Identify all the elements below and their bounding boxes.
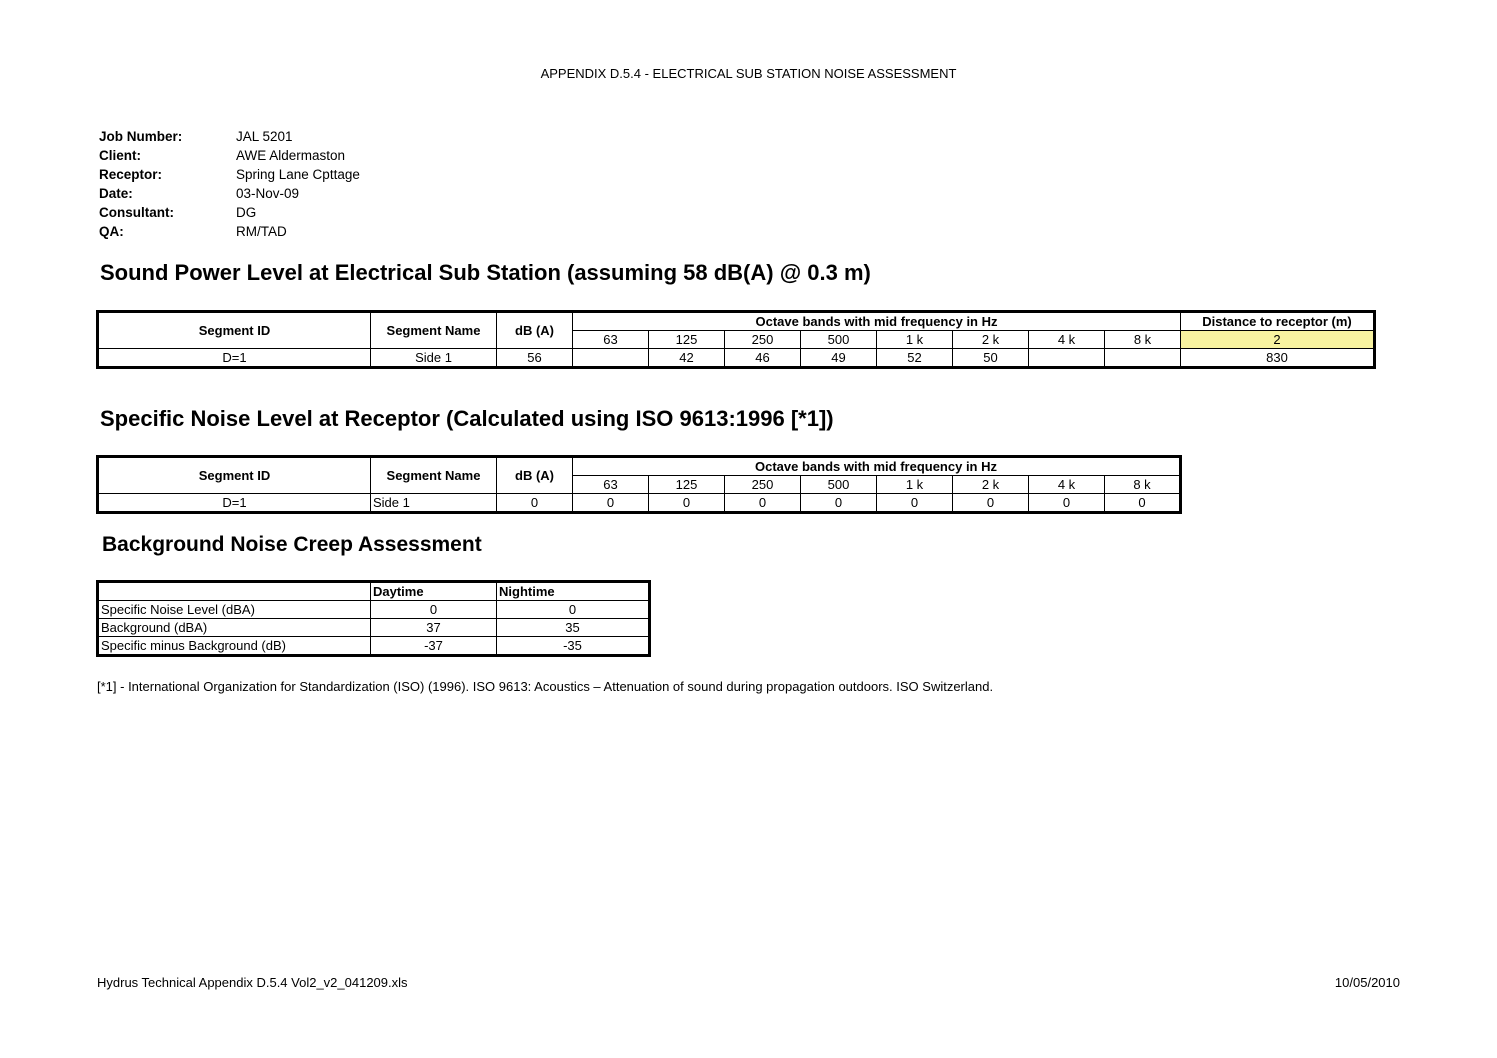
header-segment-id: Segment ID: [98, 312, 371, 349]
cell-band-value: 42: [649, 349, 725, 368]
cell-band-value: 0: [801, 494, 877, 513]
distance-input-cell[interactable]: 2: [1181, 331, 1375, 349]
band-header: 63: [573, 476, 649, 494]
cell-night: 35: [497, 619, 650, 637]
row-label: Specific Noise Level (dBA): [98, 601, 371, 619]
meta-label: QA:: [99, 224, 124, 239]
header-dba: dB (A): [497, 312, 573, 349]
meta-row-receptor: [99, 167, 360, 186]
cell-band-value: 0: [725, 494, 801, 513]
band-header: 4 k: [1029, 331, 1105, 349]
band-header: 250: [725, 331, 801, 349]
section1-heading: Sound Power Level at Electrical Sub Station (assuming 58 dB(A) @ 0.3 m): [100, 260, 871, 285]
header-segment-name: Segment Name: [371, 312, 497, 349]
cell-band-value: 46: [725, 349, 801, 368]
table-row: [98, 601, 650, 619]
meta-label: Date:: [99, 186, 133, 201]
cell-band-value: 52: [877, 349, 953, 368]
header-empty: [98, 582, 371, 601]
meta-value: 03-Nov-09: [236, 186, 300, 201]
meta-value: DG: [236, 205, 257, 220]
cell-night: 0: [497, 601, 650, 619]
cell-dba: 0: [497, 494, 573, 513]
table-row: [98, 619, 650, 637]
meta-value: Spring Lane Cpttage: [236, 167, 360, 182]
cell-band-value: [573, 349, 649, 368]
meta-row-date: [99, 186, 360, 205]
header-segment-id: Segment ID: [98, 457, 371, 494]
cell-band-value: 50: [953, 349, 1029, 368]
meta-label: Job Number:: [99, 129, 183, 144]
section3-heading: Background Noise Creep Assessment: [102, 533, 482, 556]
cell-band-value: 49: [801, 349, 877, 368]
meta-value: RM/TAD: [236, 224, 287, 239]
meta-row-qa: [99, 224, 360, 243]
band-header: 8 k: [1105, 331, 1181, 349]
cell-band-value: 0: [573, 494, 649, 513]
band-header: 8 k: [1105, 476, 1181, 494]
row-label: Background (dBA): [98, 619, 371, 637]
band-header: 250: [725, 476, 801, 494]
cell-day: -37: [371, 637, 497, 656]
cell-band-value: [1029, 349, 1105, 368]
band-header: 1 k: [877, 331, 953, 349]
cell-segment-name: Side 1: [371, 494, 497, 513]
cell-segment-name: Side 1: [371, 349, 497, 368]
cell-band-value: 0: [1029, 494, 1105, 513]
table-row: [98, 637, 650, 656]
cell-band-value: 0: [877, 494, 953, 513]
band-header: 125: [649, 331, 725, 349]
meta-label: Receptor:: [99, 167, 163, 182]
header-dba: dB (A): [497, 457, 573, 494]
meta-row-client: [99, 148, 360, 167]
meta-label: Client:: [99, 148, 141, 163]
meta-value: AWE Aldermaston: [236, 148, 346, 163]
footnote: [*1] - International Organization for Standardization (ISO) (1996). ISO 9613: Acoustics – Attenuation of sound during propagation outdoors. ISO Switzerland.: [97, 679, 994, 694]
cell-dba: 56: [497, 349, 573, 368]
background-creep-table: [96, 580, 651, 657]
header-octave-bands: Octave bands with mid frequency in Hz: [573, 312, 1181, 331]
page-title: APPENDIX D.5.4 - ELECTRICAL SUB STATION NOISE ASSESSMENT: [540, 66, 957, 81]
specific-noise-table: [96, 455, 1182, 514]
row-label: Specific minus Background (dB): [98, 637, 371, 656]
header-nightime: Nightime: [497, 582, 650, 601]
meta-row-job-number: [99, 129, 360, 148]
cell-band-value: 0: [1105, 494, 1181, 513]
footer-filename: Hydrus Technical Appendix D.5.4 Vol2_v2_041209.xls: [97, 975, 408, 990]
cell-distance: 830: [1181, 349, 1375, 368]
cell-day: 37: [371, 619, 497, 637]
header-segment-name: Segment Name: [371, 457, 497, 494]
band-header: 2 k: [953, 476, 1029, 494]
band-header: 500: [801, 476, 877, 494]
cell-band-value: 0: [649, 494, 725, 513]
job-metadata: [99, 129, 360, 243]
cell-segment-id: D=1: [98, 349, 371, 368]
header-octave-bands: Octave bands with mid frequency in Hz: [573, 457, 1181, 476]
table-row: [98, 349, 1375, 368]
meta-label: Consultant:: [99, 205, 174, 220]
cell-segment-id: D=1: [98, 494, 371, 513]
cell-band-value: [1105, 349, 1181, 368]
band-header: 1 k: [877, 476, 953, 494]
band-header: 63: [573, 331, 649, 349]
meta-value: JAL 5201: [236, 129, 293, 144]
header-daytime: Daytime: [371, 582, 497, 601]
cell-band-value: 0: [953, 494, 1029, 513]
footer-date: 10/05/2010: [1334, 975, 1400, 990]
section2-heading: Specific Noise Level at Receptor (Calculated using ISO 9613:1996 [*1]): [100, 406, 834, 431]
band-header: 4 k: [1029, 476, 1105, 494]
meta-row-consultant: [99, 205, 360, 224]
band-header: 125: [649, 476, 725, 494]
header-distance: Distance to receptor (m): [1181, 312, 1375, 331]
cell-night: -35: [497, 637, 650, 656]
band-header: 500: [801, 331, 877, 349]
sound-power-table: [96, 310, 1376, 369]
cell-day: 0: [371, 601, 497, 619]
table-row: [98, 494, 1181, 513]
band-header: 2 k: [953, 331, 1029, 349]
